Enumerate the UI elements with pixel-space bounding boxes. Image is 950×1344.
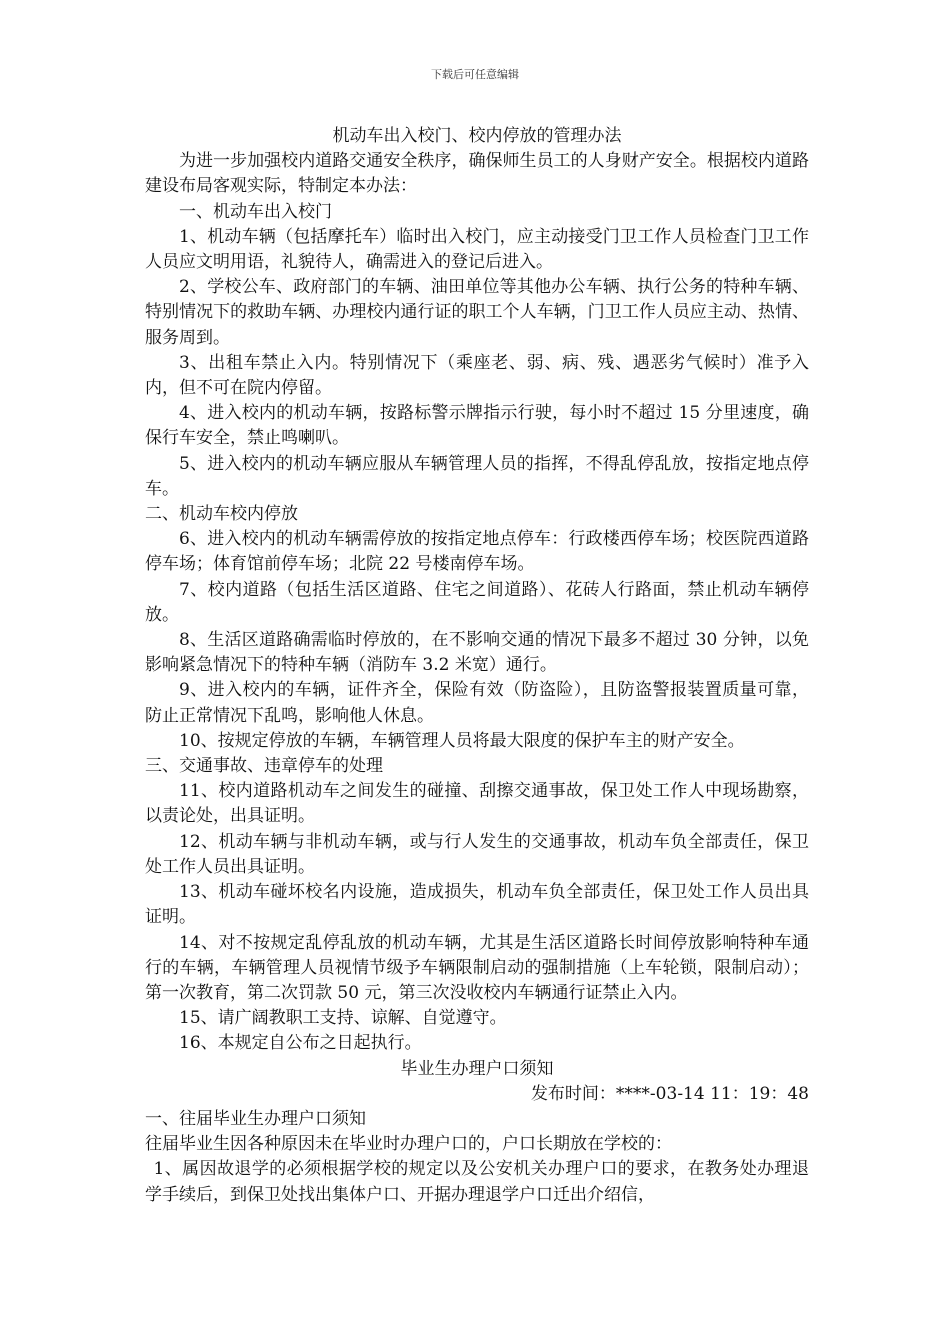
- rule-item: 14、对不按规定乱停乱放的机动车辆，尤其是生活区道路长时间停放影响特种车通行的车辆，车辆管理人员视情节级予车辆限制启动的强制措施（上车轮锁，限制启动）；第一次教育，第二次罚款 50 元，第三次没收校内车辆通行证禁止入内。: [145, 932, 809, 1003]
- section-heading: 二、机动车校内停放: [145, 504, 298, 525]
- rule-item: 2、学校公车、政府部门的车辆、油田单位等其他办公车辆、执行公务的特种车辆、特别情况下的救助车辆、办理校内通行证的职工个人车辆，门卫工作人员应主动、热情、服务周到。: [145, 277, 809, 348]
- rule-item: 4、进入校内的机动车辆，按路标警示牌指示行驶，每小时不超过 15 分里速度，确保行车安全，禁止鸣喇叭。: [145, 403, 809, 449]
- rule-item: 8、生活区道路确需临时停放的，在不影响交通的情况下最多不超过 30 分钟，以免影响紧急情况下的特种车辆（消防车 3.2 米宽）通行。: [145, 630, 809, 676]
- doc2-title: 毕业生办理户口须知: [400, 1058, 554, 1079]
- rule-item: 9、进入校内的车辆，证件齐全，保险有效（防盗险），且防盗警报装置质量可靠，防止正常情况下乱鸣，影响他人休息。: [145, 680, 809, 726]
- rule-item: 15、请广阔教职工支持、谅解、自觉遵守。: [179, 1008, 507, 1029]
- header-note: 下载后可任意编辑: [431, 68, 519, 81]
- document-body: [145, 124, 809, 1208]
- doc1-title: 机动车出入校门、校内停放的管理办法: [332, 126, 622, 146]
- doc1-intro: 为进一步加强校内道路交通安全秩序，确保师生员工的人身财产安全。根据校内道路建设布局客观实际，特制定本办法：: [145, 151, 809, 197]
- rule-item: 10、按规定停放的车辆，车辆管理人员将最大限度的保护车主的财产安全。: [179, 730, 745, 751]
- rule-item: 1、机动车辆（包括摩托车）临时出入校门，应主动接受门卫工作人员检查门卫工作人员应文明用语，礼貌待人，确需进入的登记后进入。: [145, 226, 809, 273]
- rule-item: 7、校内道路（包括生活区道路、住宅之间道路）、花砖人行路面，禁止机动车辆停放。: [145, 579, 809, 625]
- rule-item: 12、机动车辆与非机动车辆，或与行人发生的交通事故，机动车负全部责任，保卫处工作人员出具证明。: [145, 831, 809, 877]
- section-heading: 一、往届毕业生办理户口须知: [145, 1108, 366, 1129]
- doc2-intro: 往届毕业生因各种原因未在毕业时办理户口的，户口长期放在学校的：: [145, 1134, 672, 1155]
- rule-item: 13、机动车碰坏校名内设施，造成损失，机动车负全部责任，保卫处工作人员出具证明。: [145, 882, 809, 928]
- rule-item: 6、进入校内的机动车辆需停放的按指定地点停车：行政楼西停车场；校医院西道路停车场；体育馆前停车场；北院 22 号楼南停车场。: [145, 529, 809, 575]
- rule-item: 5、进入校内的机动车辆应服从车辆管理人员的指挥，不得乱停乱放，按指定地点停车。: [145, 453, 809, 499]
- section-heading: 三、交通事故、违章停车的处理: [145, 756, 383, 777]
- publish-time: 发布时间：****-03-14 11：19：48: [530, 1083, 809, 1104]
- section-heading: 一、机动车出入校门: [179, 201, 332, 222]
- rule-item: 3、出租车禁止入内。特别情况下（乘座老、弱、病、残、遇恶劣气候时）准予入内，但不可在院内停留。: [145, 352, 809, 399]
- rule-item: 16、本规定自公布之日起执行。: [179, 1033, 422, 1054]
- rule-item: 1、属因故退学的必须根据学校的规定以及公安机关办理户口的要求，在教务处办理退学手续后，到保卫处找出集体户口、开据办理退学户口迁出介绍信，: [145, 1159, 809, 1205]
- rule-item: 11、校内道路机动车之间发生的碰撞、刮擦交通事故，保卫处工作人中现场勘察，以责论处，出具证明。: [145, 781, 809, 827]
